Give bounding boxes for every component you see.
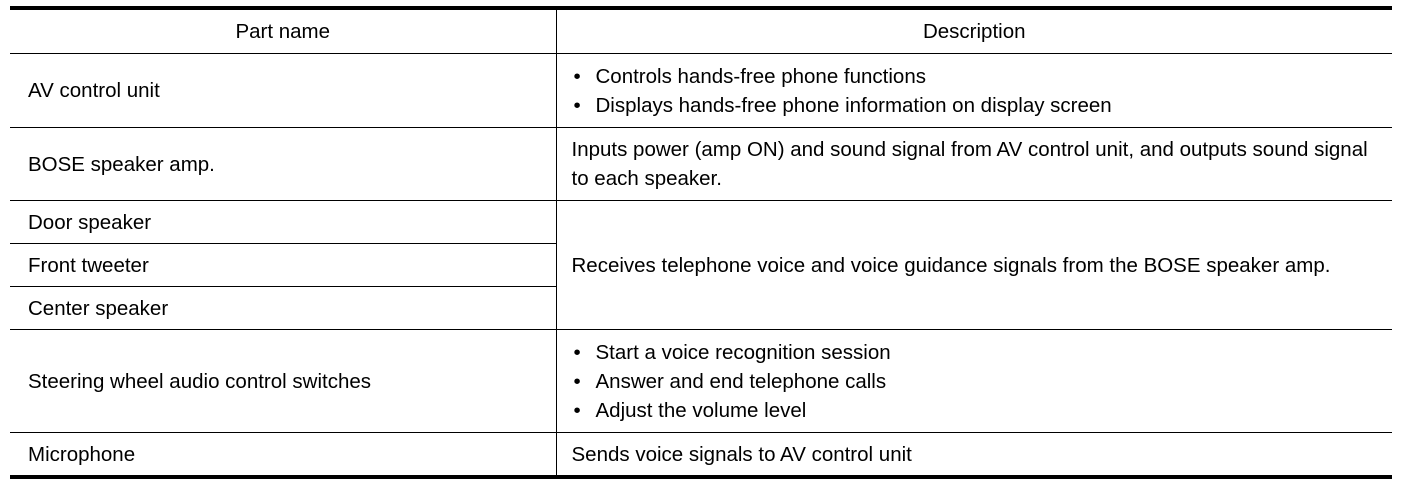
table-row xyxy=(10,201,1392,244)
part-name-cell: Door speaker xyxy=(10,201,556,244)
description-bullet-list xyxy=(572,62,1383,120)
description-cell: Receives telephone voice and voice guidance signals from the BOSE speaker amp. xyxy=(556,201,1392,330)
header-description: Description xyxy=(556,8,1392,54)
table-row xyxy=(10,433,1392,478)
description-cell xyxy=(556,54,1392,128)
part-name-cell: BOSE speaker amp. xyxy=(10,128,556,201)
list-item: • Start a voice recognition session xyxy=(572,338,1383,367)
table-row xyxy=(10,54,1392,128)
description-cell: Sends voice signals to AV control unit xyxy=(556,433,1392,478)
description-cell xyxy=(556,330,1392,433)
list-item: • Displays hands-free phone information on display screen xyxy=(572,91,1383,120)
part-name-cell: AV control unit xyxy=(10,54,556,128)
table-row xyxy=(10,128,1392,201)
table-row xyxy=(10,330,1392,433)
header-part-name: Part name xyxy=(10,8,556,54)
part-name-cell: Microphone xyxy=(10,433,556,478)
part-name-cell: Front tweeter xyxy=(10,244,556,287)
part-name-cell: Center speaker xyxy=(10,287,556,330)
description-bullet-list xyxy=(572,338,1383,425)
part-name-cell: Steering wheel audio control switches xyxy=(10,330,556,433)
table-header-row xyxy=(10,8,1392,54)
list-item: • Adjust the volume level xyxy=(572,396,1383,425)
list-item: • Answer and end telephone calls xyxy=(572,367,1383,396)
parts-description-table xyxy=(10,6,1392,479)
description-cell: Inputs power (amp ON) and sound signal from AV control unit, and outputs sound signal to each speaker. xyxy=(556,128,1392,201)
list-item: • Controls hands-free phone functions xyxy=(572,62,1383,91)
